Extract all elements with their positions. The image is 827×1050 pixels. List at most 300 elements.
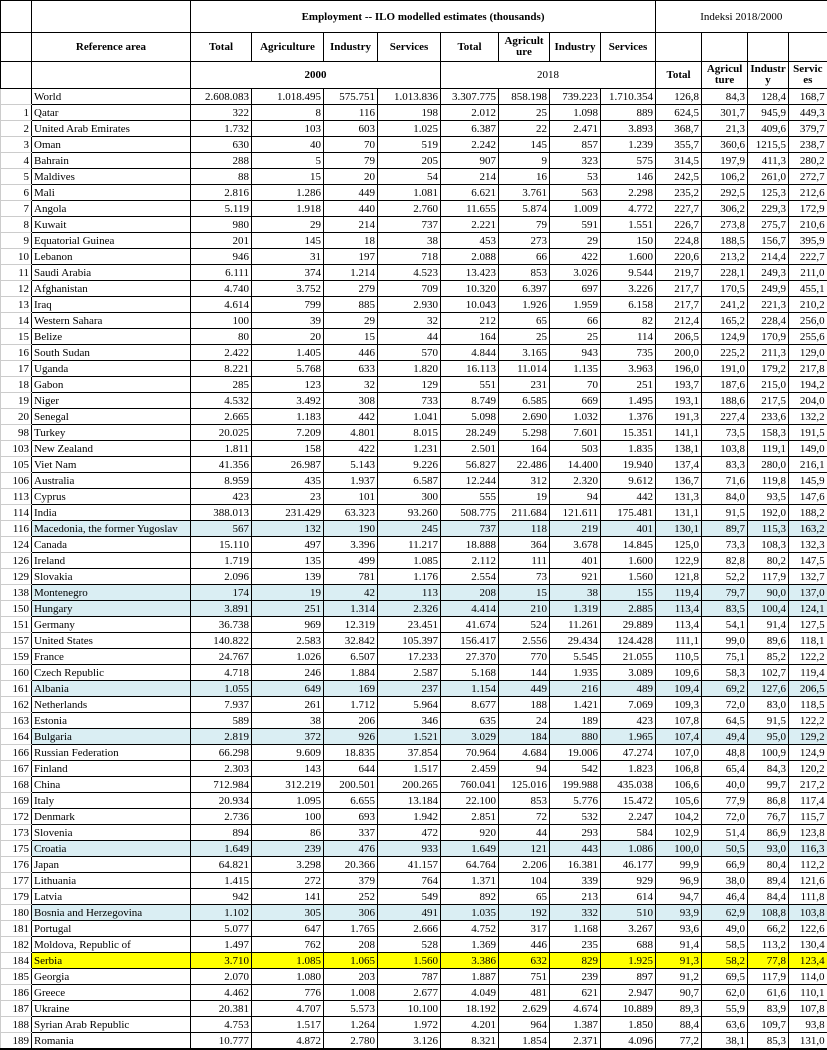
industry-2000-cell: 197	[324, 249, 378, 265]
index-services-cell: 217,2	[789, 777, 827, 793]
industry-2018-cell: 532	[550, 809, 601, 825]
rank-cell: 169	[1, 793, 32, 809]
agriculture-2000-cell: 1.918	[252, 201, 324, 217]
industry-2018-cell: 332	[550, 905, 601, 921]
table-row	[1, 873, 827, 889]
index-industry-cell: 214,4	[748, 249, 789, 265]
total-2000-cell: 288	[191, 153, 252, 169]
agriculture-2000-cell: 132	[252, 521, 324, 537]
agriculture-2018-cell: 184	[499, 729, 550, 745]
industry-2018-cell: 857	[550, 137, 601, 153]
index-services-cell: 217,8	[789, 361, 827, 377]
table-row	[1, 953, 827, 969]
country-name-cell: Bulgaria	[32, 729, 191, 745]
table-row	[1, 777, 827, 793]
index-total-cell: 91,4	[656, 937, 702, 953]
total-2018-cell: 508.775	[441, 505, 499, 521]
country-name-cell: Mali	[32, 185, 191, 201]
index-agriculture-cell: 83,3	[702, 457, 748, 473]
agriculture-2018-cell: 104	[499, 873, 550, 889]
services-2018-cell: 2.247	[601, 809, 656, 825]
agriculture-2018-cell: 19	[499, 489, 550, 505]
index-total-cell: 113,4	[656, 601, 702, 617]
services-2000-cell: 32	[378, 313, 441, 329]
services-2018-cell: 929	[601, 873, 656, 889]
rank-cell: 157	[1, 633, 32, 649]
total-2018-cell: 2.242	[441, 137, 499, 153]
services-2018-cell: 3.893	[601, 121, 656, 137]
services-2000-cell: 9.226	[378, 457, 441, 473]
agriculture-2000-cell: 3.752	[252, 281, 324, 297]
index-services-cell: 238,7	[789, 137, 827, 153]
services-2018-cell: 1.925	[601, 953, 656, 969]
index-services-cell: 112,2	[789, 857, 827, 873]
index-services-cell: 280,2	[789, 153, 827, 169]
agriculture-2000-cell: 312.219	[252, 777, 324, 793]
agriculture-2018-cell: 22	[499, 121, 550, 137]
index-total-cell: 109,3	[656, 697, 702, 713]
rank-cell: 18	[1, 377, 32, 393]
rank-cell: 124	[1, 537, 32, 553]
table-row	[1, 521, 827, 537]
rank-cell: 6	[1, 185, 32, 201]
index-industry-cell: 91,4	[748, 617, 789, 633]
index-agriculture-cell: 63,6	[702, 1017, 748, 1033]
table-row	[1, 617, 827, 633]
total-2018-cell: 8.321	[441, 1033, 499, 1050]
industry-2000-cell: 3.396	[324, 537, 378, 553]
index-agriculture-cell: 64,5	[702, 713, 748, 729]
agriculture-2018-cell: 524	[499, 617, 550, 633]
index-agriculture-cell: 58,3	[702, 665, 748, 681]
services-2018-cell: 614	[601, 889, 656, 905]
industry-2018-cell: 1.387	[550, 1017, 601, 1033]
industry-2018-cell: 591	[550, 217, 601, 233]
index-services-cell: 110,1	[789, 985, 827, 1001]
index-services-cell: 172,9	[789, 201, 827, 217]
industry-2000-cell: 885	[324, 297, 378, 313]
index-total-cell: 217,7	[656, 297, 702, 313]
rank-cell: 162	[1, 697, 32, 713]
table-row	[1, 697, 827, 713]
table-row	[1, 569, 827, 585]
services-2000-cell: 11.217	[378, 537, 441, 553]
index-industry-cell: 280,0	[748, 457, 789, 473]
index-total-cell: 624,5	[656, 105, 702, 121]
agriculture-2018-cell: 231	[499, 377, 550, 393]
industry-2000-cell: 1.765	[324, 921, 378, 937]
index-services-cell: 188,2	[789, 505, 827, 521]
country-name-cell: Germany	[32, 617, 191, 633]
services-2018-cell: 510	[601, 905, 656, 921]
industry-2018-cell: 443	[550, 841, 601, 857]
rank-cell: 20	[1, 409, 32, 425]
index-services-cell: 204,0	[789, 393, 827, 409]
index-industry-cell: 89,4	[748, 873, 789, 889]
industry-2018-cell: 323	[550, 153, 601, 169]
services-2000-cell: 1.081	[378, 185, 441, 201]
total-2018-cell: 4.844	[441, 345, 499, 361]
col-2018-industry: Industry	[550, 33, 601, 62]
agriculture-2000-cell: 1.085	[252, 953, 324, 969]
rank-cell: 186	[1, 985, 32, 1001]
rank-cell: 161	[1, 681, 32, 697]
agriculture-2000-cell: 143	[252, 761, 324, 777]
ref-area-spacer-2	[32, 62, 191, 89]
industry-2018-cell: 2.371	[550, 1033, 601, 1050]
index-agriculture-cell: 75,1	[702, 649, 748, 665]
idx-total-header: Total	[656, 62, 702, 89]
country-name-cell: India	[32, 505, 191, 521]
index-industry-cell: 249,9	[748, 281, 789, 297]
table-row	[1, 889, 827, 905]
agriculture-2018-cell: 858.198	[499, 89, 550, 105]
table-row	[1, 265, 827, 281]
services-2000-cell: 129	[378, 377, 441, 393]
industry-2018-cell: 697	[550, 281, 601, 297]
services-2000-cell: 2.930	[378, 297, 441, 313]
agriculture-2018-cell: 964	[499, 1017, 550, 1033]
country-name-cell: Angola	[32, 201, 191, 217]
table-row	[1, 153, 827, 169]
index-total-cell: 96,9	[656, 873, 702, 889]
rank-cell: 4	[1, 153, 32, 169]
rank-cell: 105	[1, 457, 32, 473]
index-total-cell: 196,0	[656, 361, 702, 377]
agriculture-2018-cell: 770	[499, 649, 550, 665]
rank-cell: 114	[1, 505, 32, 521]
index-agriculture-cell: 103,8	[702, 441, 748, 457]
industry-2000-cell: 1.314	[324, 601, 378, 617]
total-2000-cell: 8.221	[191, 361, 252, 377]
agriculture-2000-cell: 305	[252, 905, 324, 921]
index-services-cell: 191,5	[789, 425, 827, 441]
services-2018-cell: 46.177	[601, 857, 656, 873]
industry-2000-cell: 449	[324, 185, 378, 201]
total-2018-cell: 16.113	[441, 361, 499, 377]
index-agriculture-cell: 124,9	[702, 329, 748, 345]
total-2000-cell: 2.303	[191, 761, 252, 777]
total-2000-cell: 2.819	[191, 729, 252, 745]
country-name-cell: Lebanon	[32, 249, 191, 265]
agriculture-2000-cell: 969	[252, 617, 324, 633]
services-2000-cell: 13.184	[378, 793, 441, 809]
total-2018-cell: 2.459	[441, 761, 499, 777]
total-2018-cell: 2.221	[441, 217, 499, 233]
industry-2018-cell: 293	[550, 825, 601, 841]
services-2018-cell: 146	[601, 169, 656, 185]
index-industry-cell: 90,0	[748, 585, 789, 601]
index-agriculture-cell: 40,0	[702, 777, 748, 793]
total-2018-cell: 892	[441, 889, 499, 905]
index-agriculture-cell: 21,3	[702, 121, 748, 137]
total-2000-cell: 20.381	[191, 1001, 252, 1017]
total-2018-cell: 28.249	[441, 425, 499, 441]
rank-cell: 187	[1, 1001, 32, 1017]
agriculture-2000-cell: 29	[252, 217, 324, 233]
agriculture-2000-cell: 1.183	[252, 409, 324, 425]
country-name-cell: Equatorial Guinea	[32, 233, 191, 249]
industry-2000-cell: 206	[324, 713, 378, 729]
index-industry-cell: 127,6	[748, 681, 789, 697]
industry-2000-cell: 306	[324, 905, 378, 921]
index-services-cell: 129,0	[789, 345, 827, 361]
index-total-cell: 99,9	[656, 857, 702, 873]
total-2000-cell: 41.356	[191, 457, 252, 473]
index-agriculture-cell: 188,5	[702, 233, 748, 249]
total-2000-cell: 4.740	[191, 281, 252, 297]
index-total-cell: 113,4	[656, 617, 702, 633]
industry-2000-cell: 1.008	[324, 985, 378, 1001]
total-2018-cell: 5.098	[441, 409, 499, 425]
rank-cell: 177	[1, 873, 32, 889]
index-industry-cell: 66,2	[748, 921, 789, 937]
services-2018-cell: 735	[601, 345, 656, 361]
services-2018-cell: 442	[601, 489, 656, 505]
services-2018-cell: 9.612	[601, 473, 656, 489]
rank-cell: 159	[1, 649, 32, 665]
index-agriculture-cell: 77,9	[702, 793, 748, 809]
industry-2018-cell: 219	[550, 521, 601, 537]
index-total-cell: 200,0	[656, 345, 702, 361]
industry-2018-cell: 19.006	[550, 745, 601, 761]
index-industry-cell: 108,8	[748, 905, 789, 921]
idx-agriculture-header: Agricul ture	[702, 62, 748, 89]
index-total-cell: 105,6	[656, 793, 702, 809]
agriculture-2000-cell: 5.768	[252, 361, 324, 377]
index-industry-cell: 100,4	[748, 601, 789, 617]
total-2000-cell: 1.811	[191, 441, 252, 457]
index-industry-cell: 99,7	[748, 777, 789, 793]
total-2000-cell: 1.649	[191, 841, 252, 857]
total-2018-cell: 1.035	[441, 905, 499, 921]
index-total-cell: 191,3	[656, 409, 702, 425]
agriculture-2018-cell: 5.298	[499, 425, 550, 441]
index-agriculture-cell: 71,6	[702, 473, 748, 489]
index-total-cell: 137,4	[656, 457, 702, 473]
index-total-cell: 242,5	[656, 169, 702, 185]
total-2000-cell: 980	[191, 217, 252, 233]
services-2018-cell: 15.351	[601, 425, 656, 441]
index-agriculture-cell: 38,0	[702, 873, 748, 889]
table-row	[1, 649, 827, 665]
industry-2000-cell: 6.655	[324, 793, 378, 809]
index-services-cell: 131,0	[789, 1033, 827, 1050]
index-agriculture-cell: 165,2	[702, 313, 748, 329]
industry-2018-cell: 669	[550, 393, 601, 409]
industry-2018-cell: 29.434	[550, 633, 601, 649]
agriculture-2018-cell: 188	[499, 697, 550, 713]
services-2018-cell: 175.481	[601, 505, 656, 521]
agriculture-2018-cell: 164	[499, 441, 550, 457]
rank-cell: 176	[1, 857, 32, 873]
country-name-cell: Gabon	[32, 377, 191, 393]
rank-cell: 151	[1, 617, 32, 633]
country-name-cell: Moldova, Republic of	[32, 937, 191, 953]
industry-2000-cell: 446	[324, 345, 378, 361]
total-2000-cell: 140.822	[191, 633, 252, 649]
index-services-cell: 127,5	[789, 617, 827, 633]
total-2018-cell: 70.964	[441, 745, 499, 761]
total-2000-cell: 2.070	[191, 969, 252, 985]
rank-cell: 163	[1, 713, 32, 729]
table-row	[1, 121, 827, 137]
services-2000-cell: 787	[378, 969, 441, 985]
index-agriculture-cell: 106,2	[702, 169, 748, 185]
services-2018-cell: 19.940	[601, 457, 656, 473]
agriculture-2000-cell: 1.286	[252, 185, 324, 201]
country-name-cell: Iraq	[32, 297, 191, 313]
country-name-cell: Georgia	[32, 969, 191, 985]
services-2018-cell: 82	[601, 313, 656, 329]
services-2000-cell: 737	[378, 217, 441, 233]
table-row	[1, 393, 827, 409]
total-2000-cell: 1.102	[191, 905, 252, 921]
total-2000-cell: 1.055	[191, 681, 252, 697]
total-2018-cell: 2.554	[441, 569, 499, 585]
index-agriculture-cell: 292,5	[702, 185, 748, 201]
index-services-cell: 130,4	[789, 937, 827, 953]
total-2000-cell: 80	[191, 329, 252, 345]
total-2018-cell: 5.168	[441, 665, 499, 681]
total-2000-cell: 942	[191, 889, 252, 905]
total-2000-cell: 6.111	[191, 265, 252, 281]
index-total-cell: 119,4	[656, 585, 702, 601]
industry-2018-cell: 121.611	[550, 505, 601, 521]
col-2000-agriculture: Agriculture	[252, 33, 324, 62]
country-name-cell: Montenegro	[32, 585, 191, 601]
table-row	[1, 1001, 827, 1017]
table-row	[1, 841, 827, 857]
country-name-cell: Niger	[32, 393, 191, 409]
index-agriculture-cell: 54,1	[702, 617, 748, 633]
rank-cell: 3	[1, 137, 32, 153]
services-2000-cell: 472	[378, 825, 441, 841]
total-2000-cell: 2.608.083	[191, 89, 252, 105]
rank-cell: 11	[1, 265, 32, 281]
total-2018-cell: 18.192	[441, 1001, 499, 1017]
agriculture-2018-cell: 25	[499, 105, 550, 121]
table-row	[1, 217, 827, 233]
rank-cell: 9	[1, 233, 32, 249]
country-name-cell: Oman	[32, 137, 191, 153]
index-total-cell: 107,0	[656, 745, 702, 761]
services-2000-cell: 1.025	[378, 121, 441, 137]
services-2000-cell: 528	[378, 937, 441, 953]
agriculture-2018-cell: 751	[499, 969, 550, 985]
index-total-cell: 107,8	[656, 713, 702, 729]
country-name-cell: China	[32, 777, 191, 793]
index-total-cell: 109,4	[656, 681, 702, 697]
total-2018-cell: 3.307.775	[441, 89, 499, 105]
index-total-cell: 212,4	[656, 313, 702, 329]
country-name-cell: Bahrain	[32, 153, 191, 169]
industry-2000-cell: 575.751	[324, 89, 378, 105]
services-2000-cell: 6.587	[378, 473, 441, 489]
agriculture-2000-cell: 40	[252, 137, 324, 153]
agriculture-2000-cell: 1.517	[252, 1017, 324, 1033]
total-2000-cell: 15.110	[191, 537, 252, 553]
total-2018-cell: 4.049	[441, 985, 499, 1001]
services-2000-cell: 718	[378, 249, 441, 265]
country-name-cell: Portugal	[32, 921, 191, 937]
index-agriculture-cell: 55,9	[702, 1001, 748, 1017]
country-name-cell: World	[32, 89, 191, 105]
agriculture-2000-cell: 23	[252, 489, 324, 505]
total-2018-cell: 56.827	[441, 457, 499, 473]
services-2000-cell: 1.176	[378, 569, 441, 585]
agriculture-2018-cell: 22.486	[499, 457, 550, 473]
index-services-cell: 145,9	[789, 473, 827, 489]
rank-cell: 5	[1, 169, 32, 185]
table-row	[1, 585, 827, 601]
table-row	[1, 809, 827, 825]
rank-cell: 116	[1, 521, 32, 537]
index-total-cell: 219,7	[656, 265, 702, 281]
services-2000-cell: 1.231	[378, 441, 441, 457]
industry-2018-cell: 5.545	[550, 649, 601, 665]
agriculture-2018-cell: 312	[499, 473, 550, 489]
industry-2000-cell: 379	[324, 873, 378, 889]
index-total-cell: 314,5	[656, 153, 702, 169]
index-agriculture-cell: 73,5	[702, 425, 748, 441]
industry-2018-cell: 739.223	[550, 89, 601, 105]
industry-2018-cell: 503	[550, 441, 601, 457]
industry-2018-cell: 5.776	[550, 793, 601, 809]
country-name-cell: Serbia	[32, 953, 191, 969]
country-name-cell: Kuwait	[32, 217, 191, 233]
services-2018-cell: 124.428	[601, 633, 656, 649]
index-services-cell: 124,9	[789, 745, 827, 761]
industry-2018-cell: 7.601	[550, 425, 601, 441]
agriculture-2000-cell: 251	[252, 601, 324, 617]
industry-2000-cell: 499	[324, 553, 378, 569]
index-services-cell: 168,7	[789, 89, 827, 105]
industry-2018-cell: 1.959	[550, 297, 601, 313]
rank-cell: 188	[1, 1017, 32, 1033]
index-services-cell: 137,0	[789, 585, 827, 601]
agriculture-2000-cell: 246	[252, 665, 324, 681]
index-industry-cell: 61,6	[748, 985, 789, 1001]
index-total-cell: 141,1	[656, 425, 702, 441]
services-2018-cell: 29.889	[601, 617, 656, 633]
index-services-cell: 122,6	[789, 921, 827, 937]
total-2018-cell: 760.041	[441, 777, 499, 793]
table-row	[1, 537, 827, 553]
index-total-cell: 88,4	[656, 1017, 702, 1033]
services-2018-cell: 489	[601, 681, 656, 697]
index-services-cell: 132,3	[789, 537, 827, 553]
services-2000-cell: 38	[378, 233, 441, 249]
index-agriculture-cell: 225,2	[702, 345, 748, 361]
industry-2000-cell: 1.937	[324, 473, 378, 489]
agriculture-2018-cell: 145	[499, 137, 550, 153]
index-industry-cell: 83,9	[748, 1001, 789, 1017]
index-services-cell: 115,7	[789, 809, 827, 825]
table-row	[1, 329, 827, 345]
rank-cell: 126	[1, 553, 32, 569]
index-total-cell: 91,3	[656, 953, 702, 969]
services-2018-cell: 1.850	[601, 1017, 656, 1033]
rank-cell: 10	[1, 249, 32, 265]
index-services-cell: 132,7	[789, 569, 827, 585]
index-agriculture-cell: 197,9	[702, 153, 748, 169]
index-industry-cell: 229,3	[748, 201, 789, 217]
index-services-cell: 211,0	[789, 265, 827, 281]
agriculture-2018-cell: 3.761	[499, 185, 550, 201]
agriculture-2018-cell: 2.556	[499, 633, 550, 649]
services-2018-cell: 47.274	[601, 745, 656, 761]
